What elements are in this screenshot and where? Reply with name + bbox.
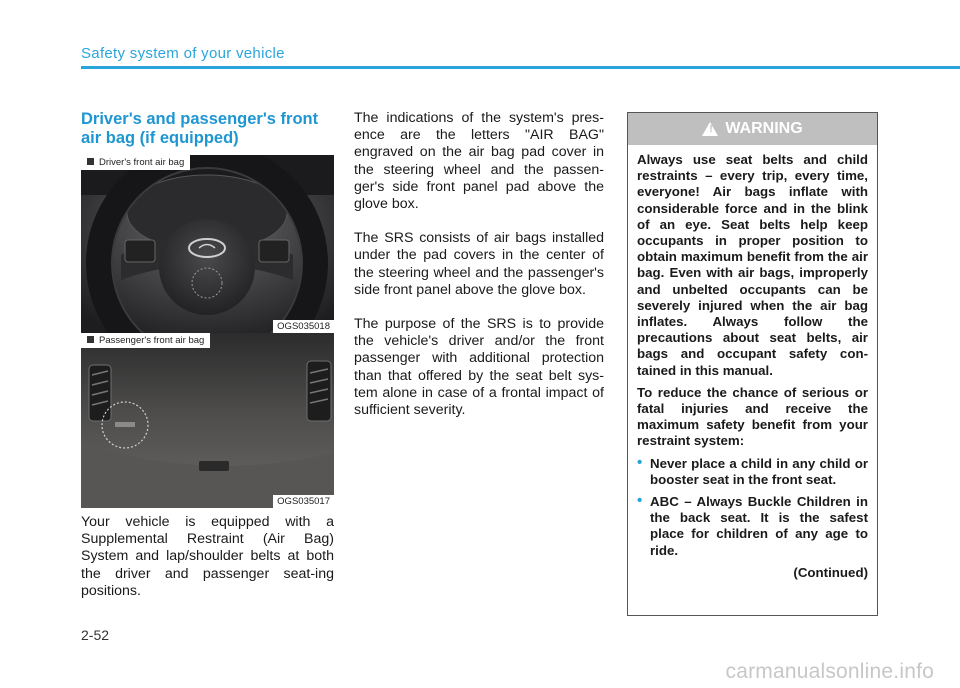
warning-bullet: • ABC – Always Buckle Children in the back seat. It is the safest place for children of any age to ride. [637,494,868,559]
header-rule [81,66,960,69]
dashboard-illustration [81,333,334,508]
warning-title: WARNING [725,120,803,137]
figure-code: OGS035018 [273,320,334,333]
warning-body [628,145,877,581]
warning-box [627,112,878,616]
left-body-text: Your vehicle is equipped with a Supplemental Restraint (Air Bag) System and lap/shoulder belts at both the driver and passenger seat-ing positions. [81,514,334,599]
continued-label: (Continued) [793,564,868,580]
body-paragraph: The indications of the system's pres-ence are the letters "AIR BAG" engraved on the air bag pad cover in the steering wheel and the passen-ger's side front panel pad above the glove box. [354,110,604,213]
body-paragraph: The SRS consists of air bags installed under the pad covers in the center of the steering wheel and the passenger's side front panel above the glove box. [354,230,604,298]
watermark: carmanualsonline.info [725,660,934,683]
page-number: 2-52 [81,627,110,643]
figure-caption: Passenger's front air bag [81,333,210,348]
warning-header [628,113,877,145]
warning-bullet: • Never place a child in any child or booster seat in the front seat. [637,456,868,488]
driver-airbag-photo [81,155,334,333]
passenger-airbag-photo [81,333,334,508]
figure-caption: Driver's front air bag [81,155,190,170]
warning-triangle-icon: ! [702,122,718,136]
warning-paragraph: To reduce the chance of serious or fatal injuries and receive the maximum safety benefit from your restraint system: [637,384,868,449]
section-heading: Driver's and passenger's front air bag (if equipped) [81,110,319,147]
warning-paragraph: Always use seat belts and child restraints – every trip, every time, everyone! Air bags inflate with considerable force and in the blink of an eye. Seat belts help keep occupants in proper position to obtain maximum benefit from the air bag. Even with air bags, improperly and unbelted occupants can be severely injured when the air bag inflates. Always follow the precautions about seat belts, air bags and occupant safety con-tained in this manual. [637,152,868,378]
middle-column [354,110,604,436]
header-title: Safety system of your vehicle [81,45,285,62]
steering-wheel-illustration [81,155,334,333]
figure-code: OGS035017 [273,495,334,508]
body-paragraph: The purpose of the SRS is to provide the vehicle's driver and/or the front passenger with additional protection than that offered by the seat belt sys-tem alone in case of a frontal impact of sufficient severity. [354,316,604,419]
